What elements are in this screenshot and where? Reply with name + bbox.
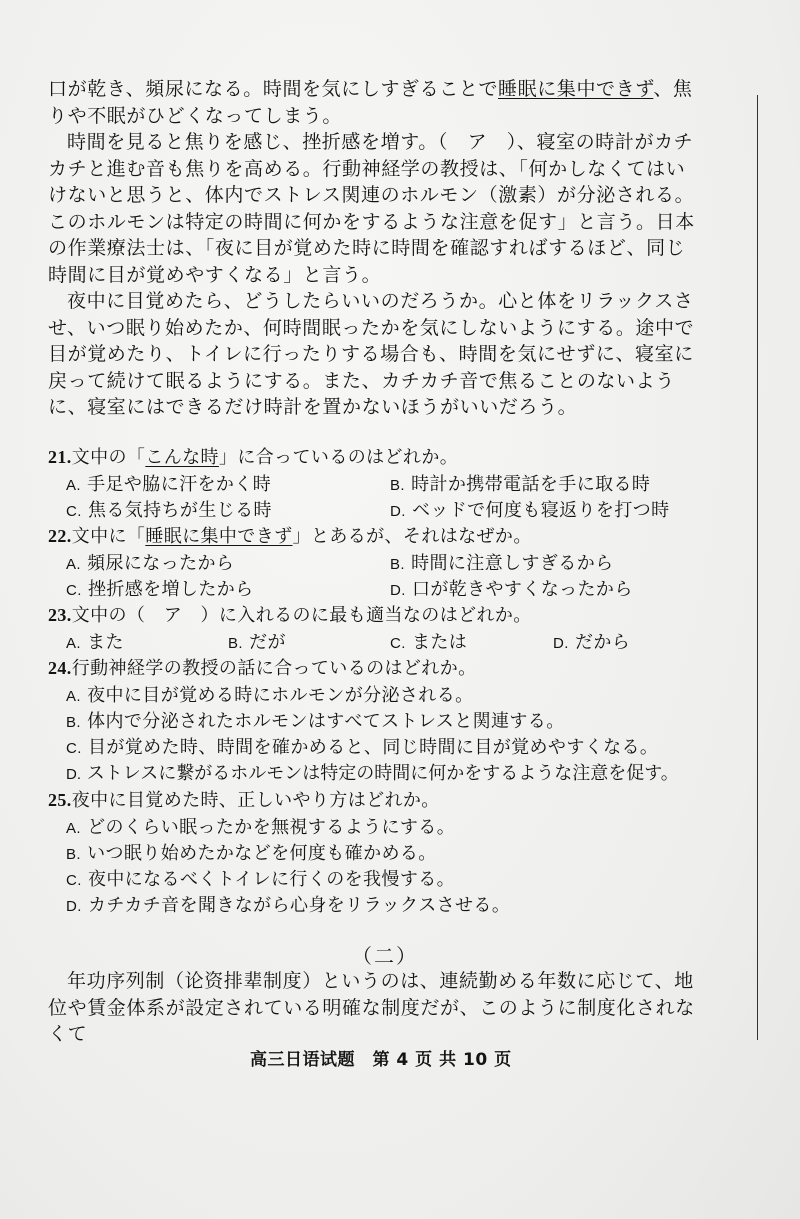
q25-option-a: A. どのくらい眠ったかを無視するようにする。 [66, 817, 456, 838]
q23-option-c: C. または [390, 632, 468, 653]
q24-option-a: A. 夜中に目が覚める時にホルモンが分泌される。 [66, 685, 474, 706]
passage-paragraph-3: 夜中に目覚めたら、どうしたらいいのだろうか。心と体をリラックスさせ、いつ眠り始めたか、何時間眠ったかを気にしないようにする。途中で目が覚めたり、トイレに行ったりする場合も、時間を気にせずに、寝室に戻って続けて眠るようにする。また、カチカチ音で焦ることのないように、寝室にはできるだけ時計を置かないほうがいいだろう。 [48, 290, 695, 418]
q21-option-a: A. 手足や脇に汗をかく時 [66, 474, 272, 495]
q25-option-c: C. 夜中になるべくトイレに行くのを我慢する。 [66, 869, 456, 890]
question-24: 24.行動神経学の教授の話に合っているのはどれか。 [48, 658, 477, 679]
q22-option-a: A. 頻尿になったから [66, 553, 235, 574]
question-25: 25.夜中に目覚めた時、正しいやり方はどれか。 [48, 790, 440, 811]
reading-passage [48, 76, 698, 421]
q24-option-c: C. 目が覚めた時、時間を確かめると、同じ時間に目が覚めやすくなる。 [66, 737, 659, 758]
question-21: 21.文中の「こんな時」に合っているのはどれか。 [48, 447, 459, 468]
q21-option-b: B. 時計か携帯電話を手に取る時 [390, 474, 651, 495]
q23-option-d: D. だから [553, 632, 631, 653]
q25-option-d: D. カチカチ音を聞きながら心身をリラックスさせる。 [66, 895, 511, 916]
q22-option-b: B. 時間に注意しすぎるから [390, 553, 614, 574]
page-footer: 高三日语试题 第 4 页 共 10 页 [250, 1050, 512, 1070]
binding-margin-line [757, 95, 758, 1040]
q25-option-b: B. いつ眠り始めたかなどを何度も確かめる。 [66, 843, 437, 864]
section-2-title: （二） [352, 944, 418, 968]
passage-paragraph-1: 口が乾き、頻尿になる。時間を気にしすぎることで睡眠に集中できず、焦りや不眠がひどくなってしまう。 [48, 78, 693, 127]
q22-option-d: D. 口が乾きやすくなったから [390, 579, 633, 600]
q24-option-b: B. 体内で分泌されたホルモンはすべてストレスと関連する。 [66, 711, 565, 732]
q21-option-d: D. ベッドで何度も寝返りを打つ時 [390, 500, 670, 521]
question-22: 22.文中に「睡眠に集中できず」とあるが、それはなぜか。 [48, 526, 532, 547]
q23-option-b: B. だが [228, 632, 286, 653]
question-23: 23.文中の（ ア ）に入れるのに最も適当なのはどれか。 [48, 605, 532, 626]
section-2-passage: 年功序列制（论资排辈制度）というのは、連続勤める年数に応じて、地位や賃金体系が設定されている明確な制度だが、このように制度化されなくて [48, 970, 695, 1045]
q23-option-a: A. また [66, 632, 124, 653]
q21-option-c: C. 焦る気持ちが生じる時 [66, 500, 272, 521]
passage-paragraph-2: 時間を見ると焦りを感じ、挫折感を増す。（ ア ）、寝室の時計がカチカチと進む音も焦りを高める。行動神経学の教授は、「何かしなくてはいけないと思うと、体内でストレス関連のホルモン（激素）が分泌される。このホルモンは特定の時間に何かをするような注意を促す」と言う。日本の作業療法士は、「夜に目が覚めた時に時間を確認すればするほど、同じ時間に目が覚めやすくなる」と言う。 [48, 131, 695, 286]
q22-option-c: C. 挫折感を増したから [66, 579, 254, 600]
underlined-phrase-sleep-focus: 睡眠に集中できず [498, 78, 654, 100]
q24-option-d: D. ストレスに繋がるホルモンは特定の時間に何かをするような注意を促す。 [66, 763, 679, 784]
